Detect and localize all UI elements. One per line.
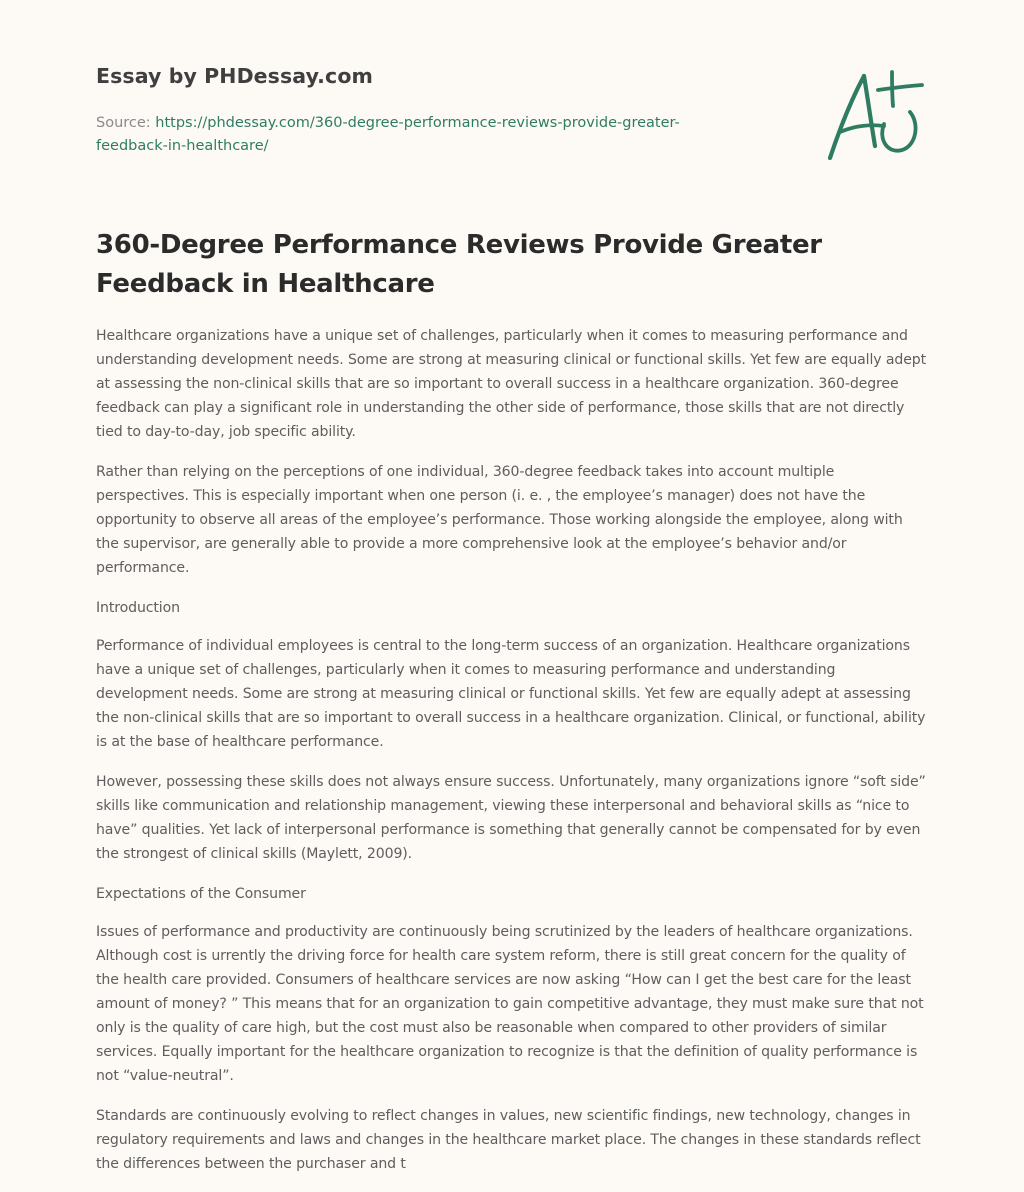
source-label: Source: bbox=[96, 115, 156, 131]
essay-title: 360-Degree Performance Reviews Provide Greater Feedback in Healthcare bbox=[96, 230, 822, 299]
paragraph: Standards are continuously evolving to reflect changes in values, new scientific findings, new technology, changes in regulatory requirements and laws and changes in the healthcare market place. The changes in these standards reflect the differences between the purchaser and t bbox=[96, 1108, 921, 1172]
source-line bbox=[96, 112, 746, 158]
paragraph: Performance of individual employees is central to the long-term success of an organization. Healthcare organizations have a unique set of challenges, particularly when it comes to measuring performance and understanding development needs. Some are strong at measuring clinical or functional skills. Yet few are equally adept at assessing the non-clinical skills that are so important to overall success in a healthcare organization. Clinical, or functional, ability is at the base of healthcare performance. bbox=[96, 638, 926, 750]
paragraph: However, possessing these skills does not always ensure success. Unfortunately, many organizations ignore “soft side” skills like communication and relationship management, viewing these interpersonal and behavioral skills as “nice to have” qualities. Yet lack of interpersonal performance is something that generally cannot be compensated for by even the strongest of clinical skills (Maylett, 2009). bbox=[96, 774, 926, 862]
a-plus-grade-logo bbox=[822, 66, 930, 166]
paragraph: Issues of performance and productivity are continuously being scrutinized by the leaders of healthcare organizations. Although cost is urrently the driving force for health care system reform, there is still great concern for the quality of the health care provided. Consumers of healthcare services are now asking “How can I get the best care for the least amount of money? ” This means that for an organization to gain competitive advantage, they must make sure that not only is the quality of care high, but the cost must also be reasonable when compared to other providers of similar services. Equally important for the healthcare organization to recognize is that the definition of quality performance is not “value-neutral”. bbox=[96, 924, 924, 1084]
source-link[interactable]: https://phdessay.com/360-degree-performance-reviews-provide-greater-feedback-in-healthcare/ bbox=[96, 115, 680, 154]
site-title: Essay by PHDessay.com bbox=[96, 64, 373, 88]
paragraph: Rather than relying on the perceptions of one individual, 360-degree feedback takes into account multiple perspectives. This is especially important when one person (i. e. , the employee’s manager) does not have the opportunity to observe all areas of the employee’s performance. Those working alongside the employee, along with the supervisor, are generally able to provide a more comprehensive look at the employee’s behavior and/or performance. bbox=[96, 464, 903, 576]
paragraph: Healthcare organizations have a unique set of challenges, particularly when it comes to measuring performance and understanding development needs. Some are strong at measuring clinical or functional skills. Yet few are equally adept at assessing the non-clinical skills that are so important to overall success in a healthcare organization. 360-degree feedback can play a significant role in understanding the other side of performance, those skills that are not directly tied to day-to-day, job specific ability. bbox=[96, 328, 926, 440]
section-heading-introduction: Introduction bbox=[96, 600, 180, 616]
section-heading-consumer: Expectations of the Consumer bbox=[96, 886, 306, 902]
essay-body bbox=[96, 324, 928, 1192]
